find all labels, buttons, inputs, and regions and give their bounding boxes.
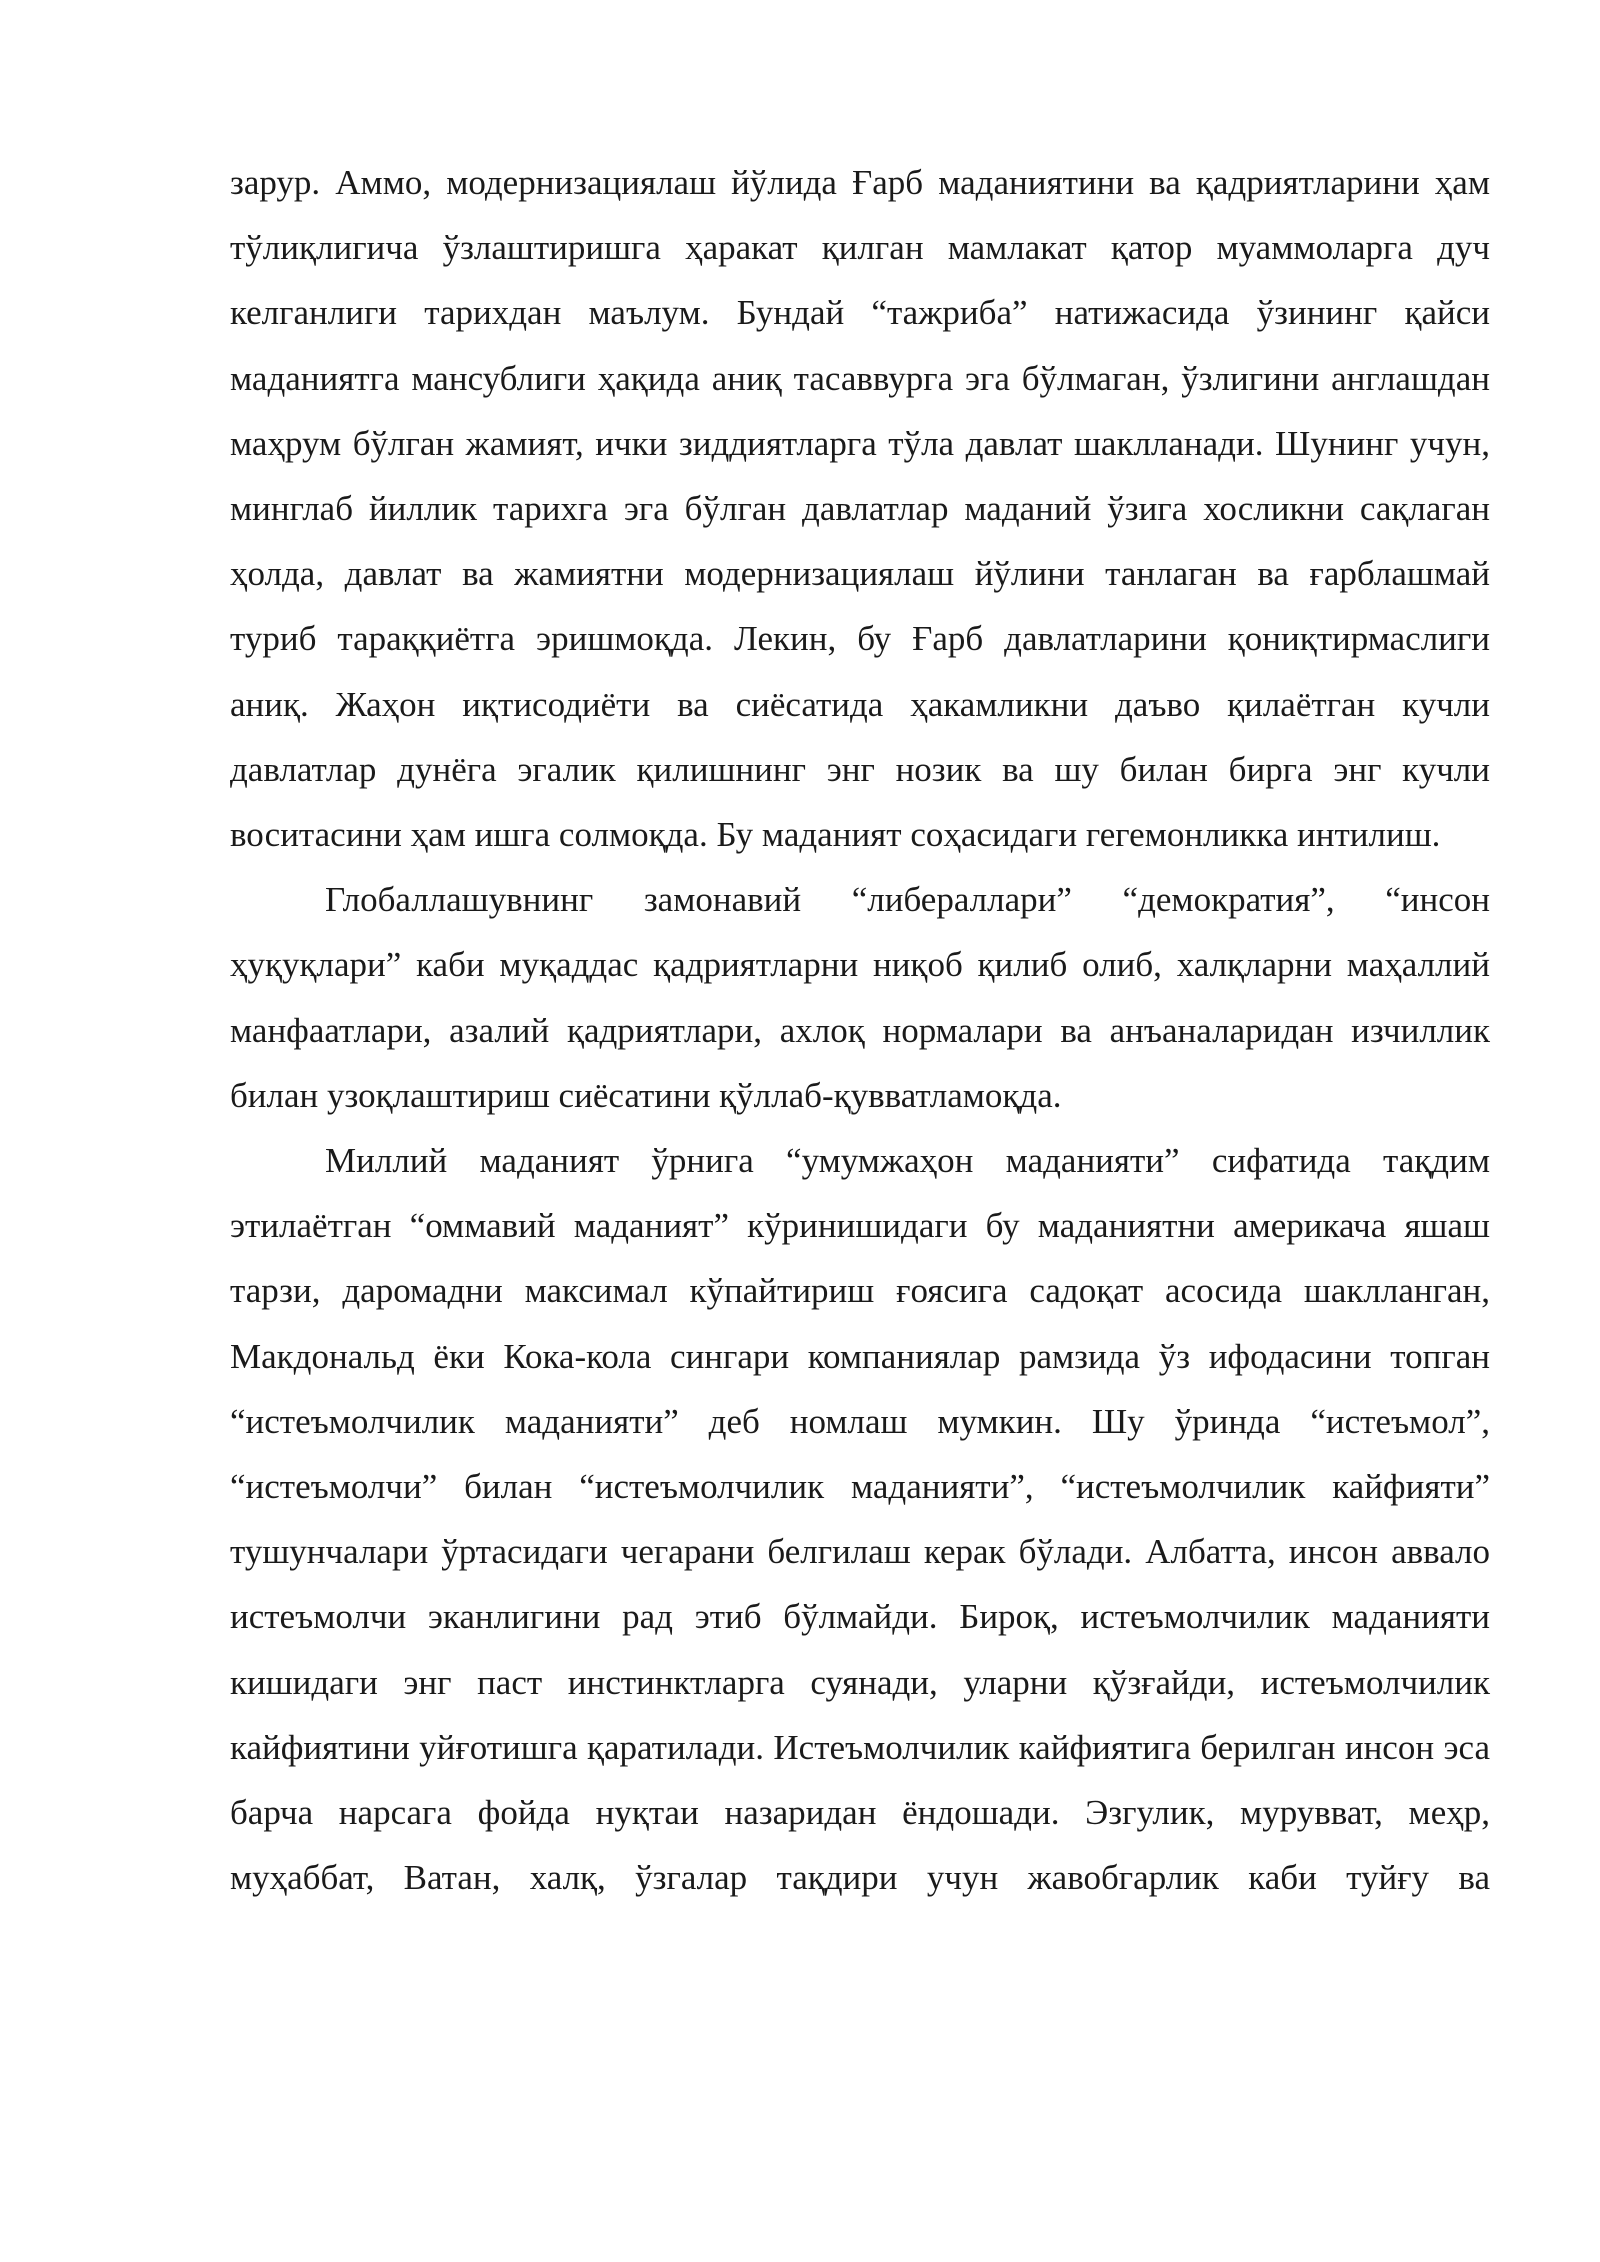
paragraph-3: Миллий маданият ўрнига “умумжаҳон маданияти” сифатида тақдим этилаётган “оммавий маданият” кўринишидаги бу маданиятни америкача яшаш тарзи, даромадни максимал кўпайтириш ғоясига садоқат асосида шаклланган, Макдональд ёки Кока-кола сингари компаниялар рамзида ўз ифодасини топган “истеъмолчилик маданияти” деб номлаш мумкин. Шу ўринда “истеъмол”, “истеъмолчи” билан “истеъмолчилик маданияти”, “истеъмолчилик кайфияти” тушунчалари ўртасидаги чегарани белгилаш керак бўлади. Албатта, инсон аввало истеъмолчи эканлигини рад этиб бўлмайди. Бироқ, истеъмолчилик маданияти кишидаги энг паст инстинктларга суянади, уларни қўзғайди, истеъмолчилик кайфиятини уйғотишга қаратилади. Истеъмолчилик кайфиятига берилган инсон эса барча нарсага фойда нуқтаи назаридан ёндошади. Эзгулик, мурувват, меҳр, муҳаббат, Ватан, халқ, ўзгалар тақдири учун жавобгарлик каби туйғу ва bbox=[230, 1141, 1490, 1898]
body-text bbox=[230, 150, 1490, 1910]
paragraph-2: Глобаллашувнинг замонавий “либераллари” “демократия”, “инсон ҳуқуқлари” каби муқаддас қадриятларни ниқоб қилиб олиб, халқларни маҳаллий манфаатлари, азалий қадриятлари, ахлоқ нормалари ва анъаналаридан изчиллик билан узоқлаштириш сиёсатини қўллаб-қувватламоқда. bbox=[230, 880, 1490, 1115]
paragraph-1: зарур. Аммо, модернизациялаш йўлида Ғарб маданиятини ва қадриятларини ҳам тўлиқлигича ўзлаштиришга ҳаракат қилган мамлакат қатор муаммоларга дуч келганлиги тарихдан маълум. Бундай “тажриба” натижасида ўзининг қайси маданиятга мансублиги ҳақида аниқ тасаввурга эга бўлмаган, ўзлигини англашдан маҳрум бўлган жамият, ички зиддиятларга тўла давлат шаклланади. Шунинг учун, минглаб йиллик тарихга эга бўлган давлатлар маданий ўзига хосликни сақлаган ҳолда, давлат ва жамиятни модернизациялаш йўлини танлаган ва ғарблашмай туриб тараққиётга эришмоқда. Лекин, бу Ғарб давлатларини қониқтирмаслиги аниқ. Жаҳон иқтисодиёти ва сиёсатида ҳакамликни даъво қилаётган кучли давлатлар дунёга эгалик қилишнинг энг нозик ва шу билан бирга энг кучли воситасини ҳам ишга солмоқда. Бу маданият соҳасидаги гегемонликка интилиш. bbox=[230, 163, 1490, 855]
